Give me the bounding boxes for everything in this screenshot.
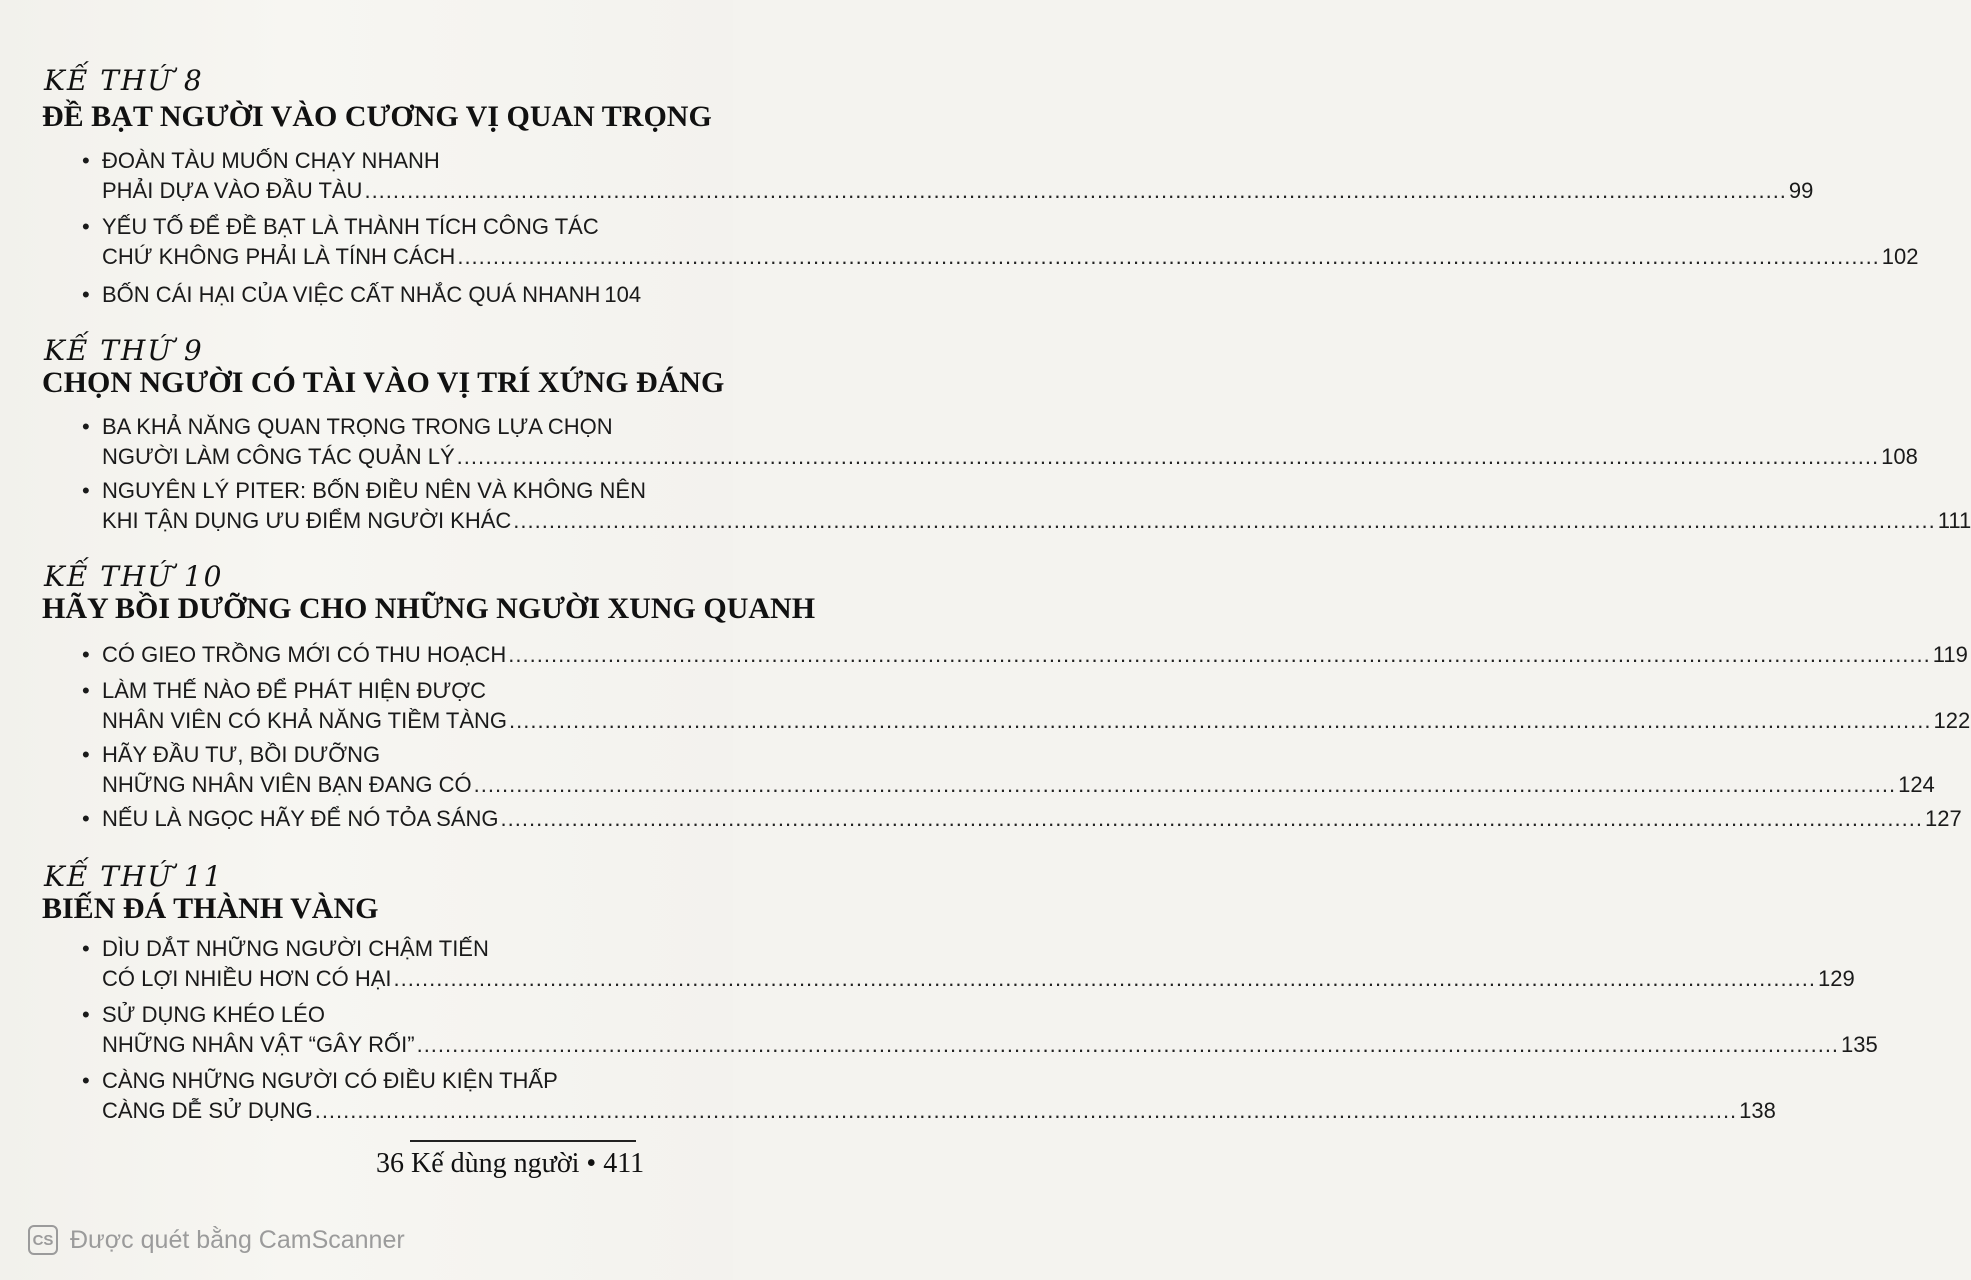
toc-entry-line xyxy=(102,1066,638,1096)
dot-leader: ........................................................................................................................................................................................................ xyxy=(509,708,1932,733)
bullet-icon: • xyxy=(82,642,90,667)
toc-entry[interactable] xyxy=(82,412,1918,472)
bullet-icon: • xyxy=(82,214,90,239)
toc-entry-line xyxy=(102,706,1971,736)
dot-leader: ........................................................................................................................................................................................................ xyxy=(416,1032,1840,1057)
toc-entry-line xyxy=(102,146,638,176)
toc-entry-text: SỬ DỤNG KHÉO LÉO xyxy=(102,1002,325,1027)
page-number: 119 xyxy=(1932,642,1968,667)
toc-entry-text: CÀNG DỄ SỬ DỤNG xyxy=(102,1098,313,1123)
section-title: CHỌN NGƯỜI CÓ TÀI VÀO VỊ TRÍ XỨNG ĐÁNG xyxy=(42,366,725,399)
toc-entry-line xyxy=(102,1030,1878,1060)
toc-entry-line xyxy=(102,476,646,506)
toc-entry[interactable] xyxy=(82,476,1971,536)
toc-entry-text: BỐN CÁI HẠI CỦA VIỆC CẤT NHẮC QUÁ NHANH xyxy=(102,282,601,307)
toc-entry-line xyxy=(102,1096,1776,1126)
page-number: 129 xyxy=(1818,966,1855,991)
toc-entry[interactable] xyxy=(82,212,1919,272)
toc-entry-text: BA KHẢ NĂNG QUAN TRỌNG TRONG LỰA CHỌN xyxy=(102,414,613,439)
page-number: 108 xyxy=(1881,444,1918,469)
dot-leader: ........................................................................................................................................................................................................ xyxy=(457,244,1880,269)
bullet-icon: • xyxy=(82,1068,90,1093)
toc-entry-text: YẾU TỐ ĐỂ ĐỀ BẠT LÀ THÀNH TÍCH CÔNG TÁC xyxy=(102,214,599,239)
page-number: 99 xyxy=(1788,178,1814,203)
bullet-icon: • xyxy=(82,742,90,767)
bullet-icon: • xyxy=(82,414,90,439)
toc-entry-line xyxy=(102,804,1962,834)
page-number: 111 xyxy=(1937,508,1971,533)
section-label: KẾ THỨ 9 xyxy=(44,334,204,367)
toc-entry-text: KHI TẬN DỤNG ƯU ĐIỂM NGƯỜI KHÁC xyxy=(102,508,512,533)
bullet-icon: • xyxy=(82,148,90,173)
dot-leader: ........................................................................................................................................................................................................ xyxy=(508,642,1931,667)
toc-entry[interactable] xyxy=(82,280,642,310)
toc-entry-text: CÓ LỢI NHIỀU HƠN CÓ HẠI xyxy=(102,966,392,991)
toc-entry-line xyxy=(102,740,638,770)
dot-leader: ........................................................................................................................................................................................................ xyxy=(473,772,1897,797)
toc-entry-text: LÀM THẾ NÀO ĐỂ PHÁT HIỆN ĐƯỢC xyxy=(102,678,487,703)
toc-entry-line xyxy=(102,176,1814,206)
toc-entry-text: CHỨ KHÔNG PHẢI LÀ TÍNH CÁCH xyxy=(102,244,456,269)
camscanner-logo-icon: CS xyxy=(28,1225,58,1255)
section-title: HÃY BỒI DƯỠNG CHO NHỮNG NGƯỜI XUNG QUANH xyxy=(42,592,816,625)
section-label: KẾ THỨ 10 xyxy=(44,560,224,593)
bullet-icon: • xyxy=(82,282,90,307)
toc-entry-text: NHỮNG NHÂN VIÊN BẠN ĐANG CÓ xyxy=(102,772,472,797)
toc-entry-line xyxy=(102,442,1918,472)
bullet-icon: • xyxy=(82,806,90,831)
toc-entry-line xyxy=(102,212,638,242)
page-number: 127 xyxy=(1924,806,1962,831)
bullet-icon: • xyxy=(82,936,90,961)
footer-page-info: 36 Kế dùng người • 411 xyxy=(376,1148,645,1179)
section-title: BIẾN ĐÁ THÀNH VÀNG xyxy=(42,892,379,925)
page-number: 122 xyxy=(1933,708,1971,733)
section-label: KẾ THỨ 11 xyxy=(44,860,224,893)
toc-entry-line xyxy=(102,676,638,706)
toc-entry-text: CÀNG NHỮNG NGƯỜI CÓ ĐIỀU KIỆN THẤP xyxy=(102,1068,558,1093)
toc-entry[interactable] xyxy=(82,1000,1878,1060)
toc-entry-text: PHẢI DỰA VÀO ĐẦU TÀU xyxy=(102,178,363,203)
bullet-icon: • xyxy=(82,478,90,503)
camscanner-watermark xyxy=(28,1222,405,1258)
toc-entry[interactable] xyxy=(82,676,1971,736)
toc-entry-line xyxy=(102,506,1971,536)
page-number: 135 xyxy=(1841,1032,1878,1057)
footer-rule xyxy=(410,1140,636,1142)
toc-entry-text: ĐOÀN TÀU MUỐN CHẠY NHANH xyxy=(102,148,440,173)
toc-entry[interactable] xyxy=(82,1066,1776,1126)
toc-entry-line xyxy=(102,242,1919,272)
bullet-icon: • xyxy=(82,678,90,703)
toc-entry-text: NẾU LÀ NGỌC HÃY ĐỂ NÓ TỎA SÁNG xyxy=(102,806,499,831)
dot-leader: ........................................................................................................................................................................................................ xyxy=(364,178,1787,203)
toc-entry-text: HÃY ĐẦU TƯ, BỒI DƯỠNG xyxy=(102,742,381,767)
toc-entry[interactable] xyxy=(82,740,1935,800)
section-title: ĐỀ BẠT NGƯỜI VÀO CƯƠNG VỊ QUAN TRỌNG xyxy=(42,100,712,133)
toc-entry[interactable] xyxy=(82,146,1814,206)
toc-entry-line xyxy=(102,1000,638,1030)
toc-entry-line xyxy=(102,280,642,310)
toc-entry[interactable] xyxy=(82,804,1962,834)
toc-entry-text: DÌU DẮT NHỮNG NGƯỜI CHẬM TIẾN xyxy=(102,936,489,961)
dot-leader: ........................................................................................................................................................................................................ xyxy=(393,966,1817,991)
toc-entry[interactable] xyxy=(82,640,1968,670)
toc-entry-text: NGƯỜI LÀM CÔNG TÁC QUẢN LÝ xyxy=(102,444,455,469)
bullet-icon: • xyxy=(82,1002,90,1027)
page-number: 104 xyxy=(604,282,642,307)
page-number: 102 xyxy=(1881,244,1919,269)
dot-leader: ........................................................................................................................................................................................................ xyxy=(513,508,1936,533)
page-number: 138 xyxy=(1739,1098,1776,1123)
toc-entry-text: NHỮNG NHÂN VẬT “GÂY RỐI” xyxy=(102,1032,415,1057)
toc-entry-text: NHÂN VIÊN CÓ KHẢ NĂNG TIỀM TÀNG xyxy=(102,708,508,733)
toc-entry-line xyxy=(102,640,1968,670)
toc-entry-line xyxy=(102,964,1855,994)
toc-entry-text: NGUYÊN LÝ PITER: BỐN ĐIỀU NÊN VÀ KHÔNG NÊN xyxy=(102,478,646,503)
page-number: 124 xyxy=(1898,772,1935,797)
toc-entry-line xyxy=(102,934,638,964)
section-label: KẾ THỨ 8 xyxy=(44,64,204,97)
dot-leader: ........................................................................................................................................................................................................ xyxy=(314,1098,1738,1123)
toc-entry-line xyxy=(102,412,638,442)
toc-entry[interactable] xyxy=(82,934,1855,994)
toc-entry-text: CÓ GIEO TRỒNG MỚI CÓ THU HOẠCH xyxy=(102,642,507,667)
toc-entry-line xyxy=(102,770,1935,800)
dot-leader: ........................................................................................................................................................................................................ xyxy=(500,806,1923,831)
watermark-text: Được quét bằng CamScanner xyxy=(70,1225,405,1254)
dot-leader: ........................................................................................................................................................................................................ xyxy=(456,444,1880,469)
